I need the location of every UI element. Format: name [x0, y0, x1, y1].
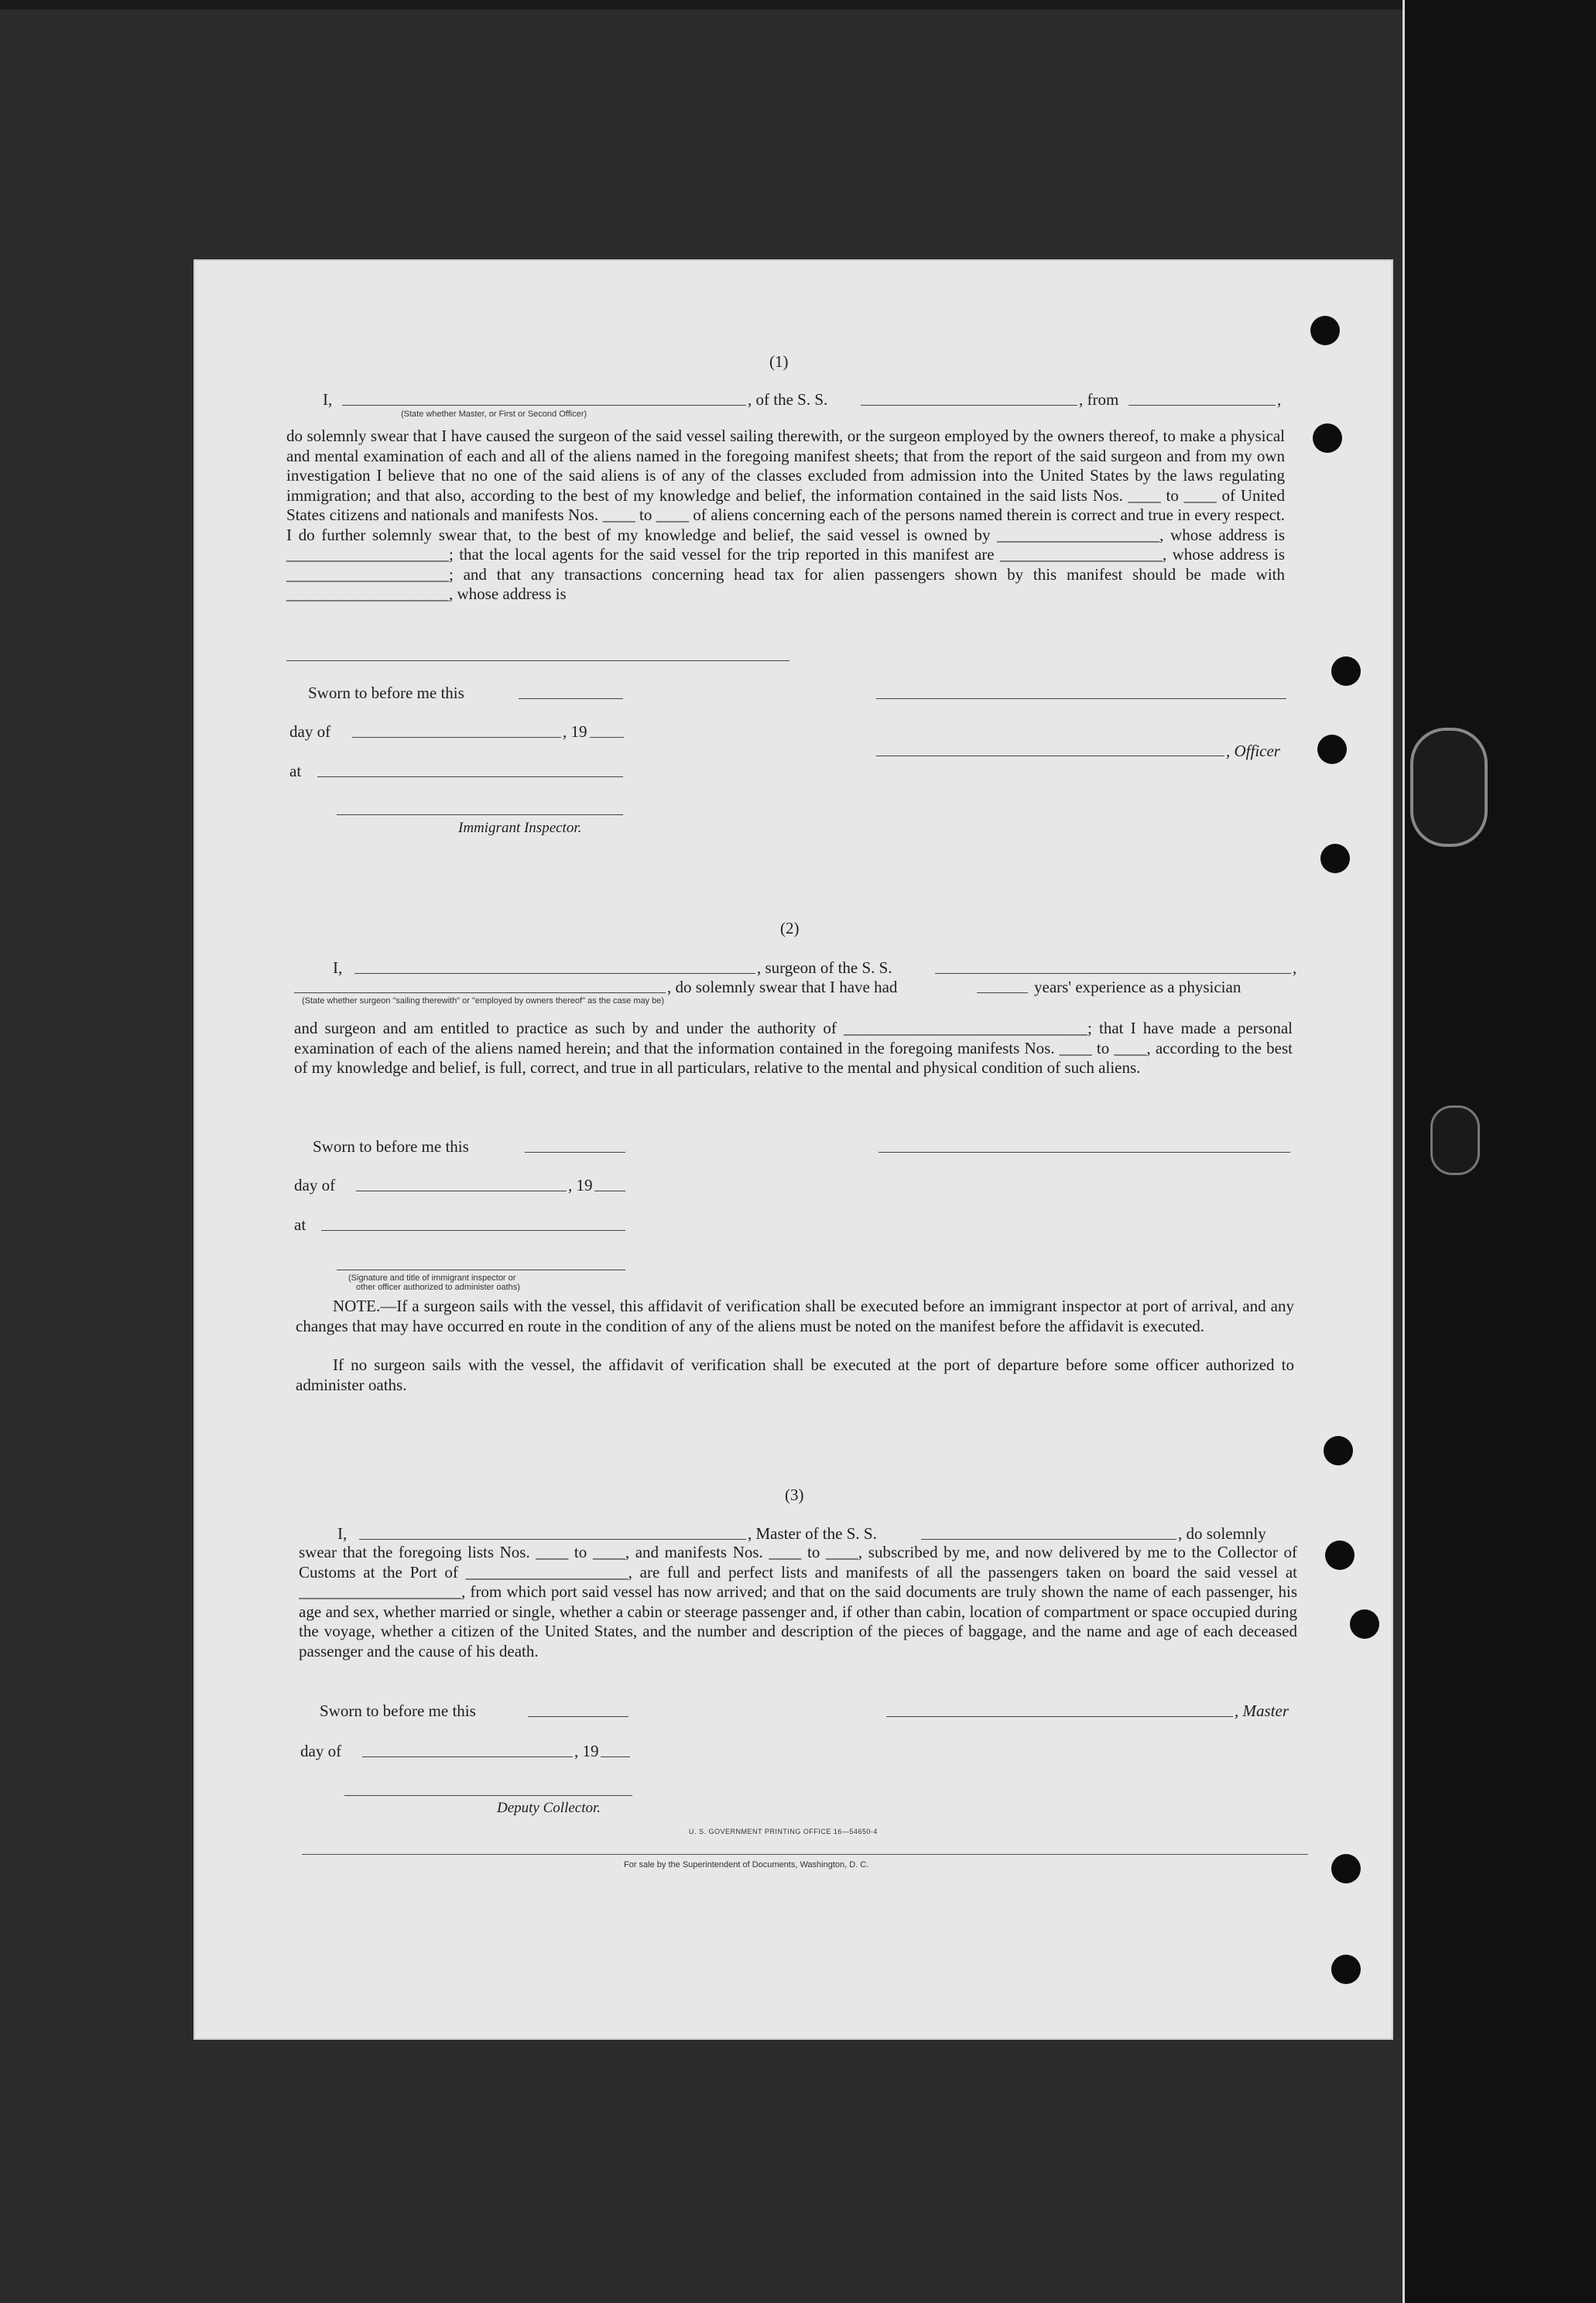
text-surgeon-of-ss: , surgeon of the S. S. — [757, 958, 892, 977]
year-label: , 19 — [563, 722, 587, 741]
footer-rule — [302, 1854, 1308, 1855]
punch-hole-icon — [1310, 316, 1340, 345]
master-signature-field[interactable] — [886, 1716, 1233, 1717]
master-paragraph: swear that the foregoing lists Nos. ____ to ____, and manifests Nos. ____ to ____, subscribed by me, and now delivered by me to the Collector of Customs at the Port of ____________________, are full and perfect lists and manifests of all the passengers taken on board the said vessel at ____________________, from which port said vessel has now arrived; and that on the said documents are truly shown the name of each passenger, his age and sex, whether married or single, whether a cabin or steerage passenger and, if other than cabin, location of compartment or space occupied during the voyage, whether a citizen of the United States, and the number and description of the pieces of baggage, and the name and age of each deceased passenger and the cause of his death. — [299, 1543, 1297, 1660]
month-field[interactable] — [352, 737, 561, 738]
section-number: (2) — [780, 919, 800, 937]
signature-field[interactable] — [876, 698, 1286, 699]
place-field[interactable] — [321, 1230, 625, 1231]
section-number: (3) — [785, 1486, 804, 1504]
text-do-solemnly: , do solemnly — [1178, 1524, 1266, 1543]
sale-line: For sale by the Superintendent of Documents, Washington, D. C. — [624, 1860, 869, 1869]
surgeon-name-field[interactable] — [354, 973, 755, 974]
signature-caption-1: (Signature and title of immigrant inspector or — [348, 1273, 516, 1283]
text-do-solemnly-swear: , do solemnly swear that I have had — [667, 978, 898, 996]
text-i: I, — [333, 958, 343, 977]
year-field[interactable] — [590, 737, 624, 738]
text-comma: , — [1277, 390, 1282, 409]
master-name-field[interactable] — [359, 1539, 746, 1540]
rank-field[interactable] — [342, 405, 746, 406]
surgeon-caption: (State whether surgeon "sailing therewith" or "employed by owners thereof" as the case may be) — [302, 996, 665, 1006]
agent-address-field[interactable] — [286, 660, 789, 661]
place-field[interactable] — [317, 776, 623, 777]
text-i: I, — [323, 390, 333, 409]
collector-signature-field[interactable] — [344, 1795, 632, 1796]
signature-caption-2: other officer authorized to administer oaths) — [356, 1283, 520, 1292]
film-top-border — [0, 0, 1402, 9]
seal-mark-icon — [1410, 728, 1488, 847]
inspector-label: Immigrant Inspector. — [458, 820, 582, 836]
punch-hole-icon — [1350, 1609, 1379, 1639]
section-number: (1) — [769, 352, 789, 371]
sworn-label: Sworn to before me this — [308, 684, 464, 702]
month-field[interactable] — [362, 1756, 573, 1757]
at-label: at — [289, 762, 302, 780]
inspector-signature-field[interactable] — [337, 814, 623, 815]
vessel-name-field[interactable] — [861, 405, 1077, 406]
punch-hole-icon — [1324, 1436, 1353, 1465]
surgeon-signature-field[interactable] — [878, 1152, 1290, 1153]
year-label: , 19 — [568, 1176, 593, 1194]
punch-hole-icon — [1331, 656, 1361, 686]
vessel-name-field[interactable] — [935, 973, 1291, 974]
day-of-label: day of — [289, 722, 331, 741]
punch-hole-icon — [1320, 844, 1350, 873]
text-of-ss: , of the S. S. — [748, 390, 828, 409]
text-years-experience: years' experience as a physician — [1034, 978, 1242, 996]
officer-label: , Officer — [1226, 742, 1280, 760]
year-label: , 19 — [574, 1742, 599, 1760]
surgeon-paragraph: and surgeon and am entitled to practice as such by and under the authority of ______________________________; that I have made a personal examination of each of the aliens named herein; and that the information contained in the foregoing manifests Nos. ____ to ____, according to the best of my knowledge and belief, is full, correct, and true in all particulars, relative to the mental and physical condition of such aliens. — [294, 1019, 1293, 1077]
sworn-label: Sworn to before me this — [320, 1702, 476, 1720]
from-port-field[interactable] — [1129, 405, 1276, 406]
text-comma: , — [1293, 958, 1297, 977]
punch-hole-icon — [1313, 423, 1342, 453]
surgeon-status-field[interactable] — [294, 992, 666, 993]
rank-caption: (State whether Master, or First or Second Officer) — [401, 410, 587, 419]
master-label: , Master — [1235, 1702, 1289, 1720]
text-i: I, — [337, 1524, 348, 1543]
vessel-name-field[interactable] — [921, 1539, 1176, 1540]
years-field[interactable] — [977, 992, 1028, 993]
sworn-label: Sworn to before me this — [313, 1137, 469, 1156]
note-paragraph-2: If no surgeon sails with the vessel, the affidavit of verification shall be executed at the port of departure before some officer authorized to administer oaths. — [296, 1355, 1294, 1394]
deputy-collector-label: Deputy Collector. — [497, 1800, 601, 1816]
text-master-of-ss: , Master of the S. S. — [748, 1524, 877, 1543]
document-page — [194, 259, 1393, 2040]
punch-hole-icon — [1331, 1854, 1361, 1883]
sworn-date-field[interactable] — [525, 1152, 625, 1153]
sworn-date-field[interactable] — [519, 698, 623, 699]
printer-line: U. S. GOVERNMENT PRINTING OFFICE 16—54650-4 — [689, 1828, 878, 1835]
day-of-label: day of — [294, 1176, 336, 1194]
punch-hole-icon — [1317, 735, 1347, 764]
at-label: at — [294, 1215, 307, 1234]
day-of-label: day of — [300, 1742, 342, 1760]
seal-mark-small-icon — [1430, 1105, 1480, 1175]
punch-hole-icon — [1325, 1540, 1355, 1570]
sworn-date-field[interactable] — [528, 1716, 628, 1717]
film-edge-line — [1402, 0, 1405, 2303]
oath-paragraph: do solemnly swear that I have caused the surgeon of the said vessel sailing therewith, or the surgeon employed by the owners thereof, to make a physical and mental examination of each and all of the aliens named in the foregoing manifest sheets; that from the report of the said surgeon and from my own investigation I believe that no one of the said aliens is of any of the classes excluded from admission into the United States by the laws regulating immigration; and that also, according to the best of my knowledge and belief, the information contained in the said lists Nos. ____ to ____ of United States citizens and nationals and manifests Nos. ____ to ____ of aliens concerning each of the persons named therein is correct and true in every respect. I do further solemnly swear that, to the best of my knowledge and belief, the said vessel is owned by ____________________, whose address is ____________________; that the local agents for the said vessel for the trip reported in this manifest are ____________________, whose address is ____________________; and that any transactions concerning head tax for alien passengers shown by this manifest should be made with ____________________, whose address is — [286, 427, 1285, 603]
note-paragraph: NOTE.—If a surgeon sails with the vessel, this affidavit of verification shall be executed before an immigrant inspector at port of arrival, and any changes that may have occurred en route in the condition of any of the aliens must be noted on the manifest before the affidavit is executed. — [296, 1297, 1294, 1335]
year-field[interactable] — [601, 1756, 630, 1757]
punch-hole-icon — [1331, 1955, 1361, 1984]
text-from: , from — [1079, 390, 1119, 409]
